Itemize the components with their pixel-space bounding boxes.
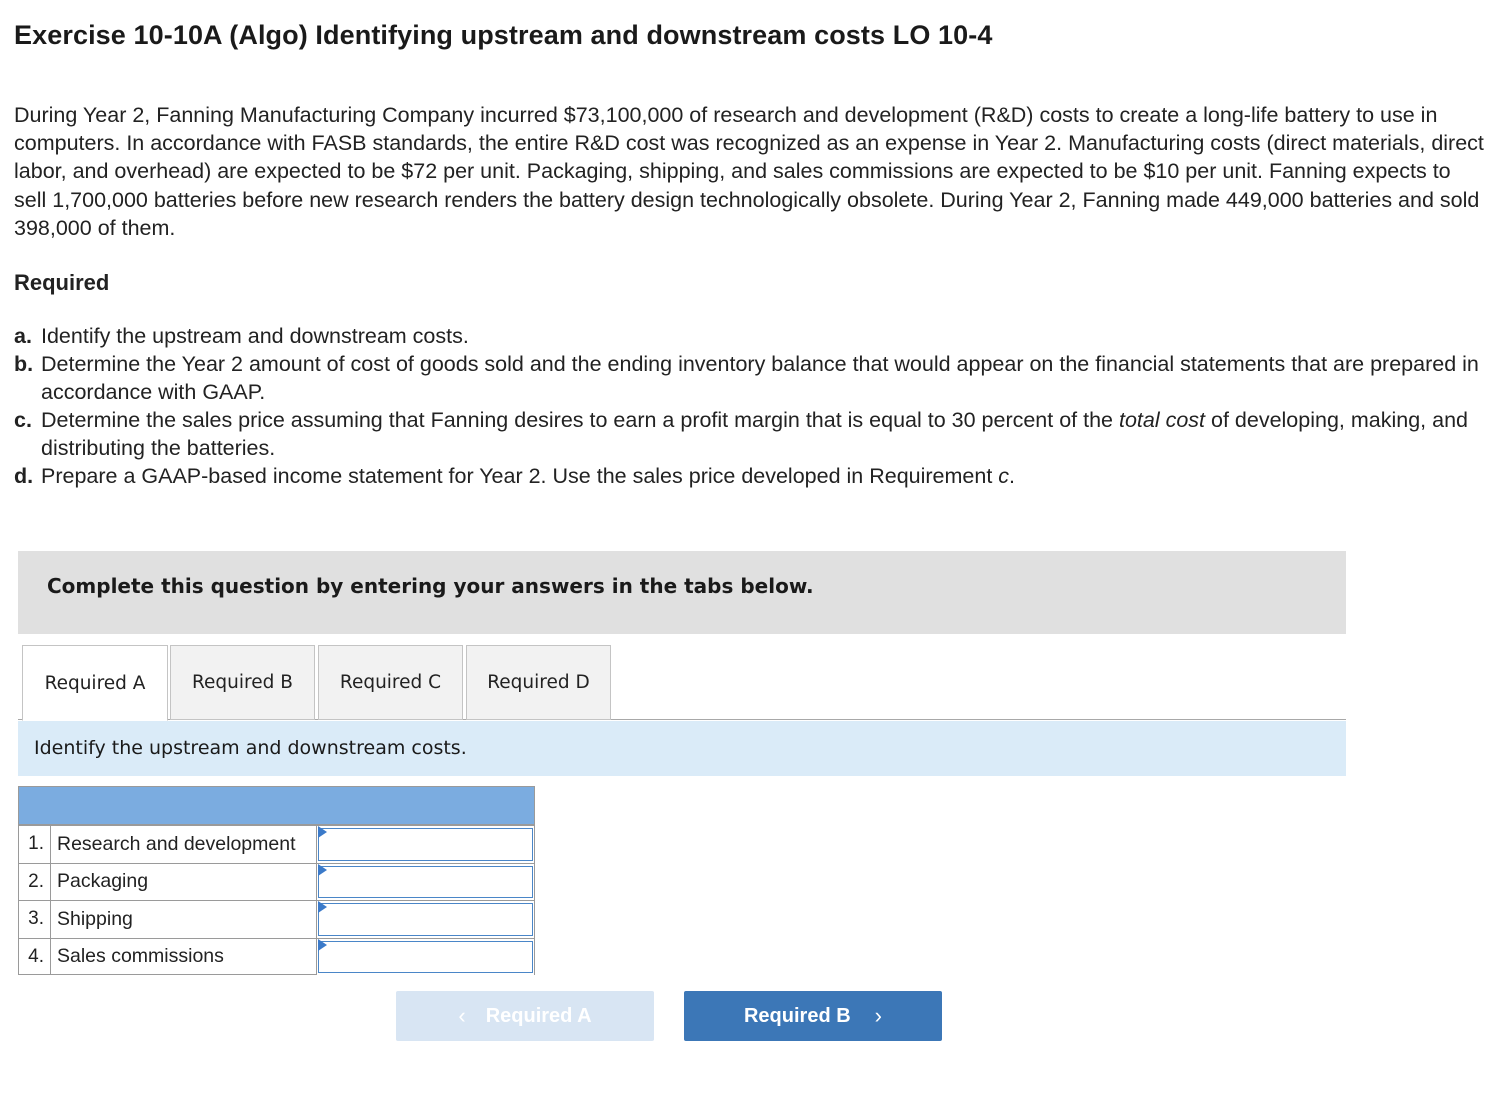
row-label: Sales commissions — [57, 945, 224, 968]
table-row — [19, 900, 534, 938]
tab-required-b[interactable]: Required B — [170, 645, 315, 720]
requirement-emphasis: total cost — [1118, 408, 1206, 432]
answer-cell[interactable] — [316, 901, 534, 938]
requirement-text: of developing, making, and distributing the batteries. — [41, 408, 1468, 460]
requirement-c — [14, 406, 1484, 462]
instructions-banner — [18, 551, 1346, 634]
row-number: 3. — [19, 901, 51, 938]
requirement-a — [14, 322, 1484, 350]
table-header — [19, 787, 534, 825]
answer-dropdown[interactable] — [318, 828, 533, 861]
table-row — [19, 825, 534, 863]
dropdown-indicator-icon — [318, 939, 327, 951]
row-number: 4. — [19, 939, 51, 976]
answer-dropdown[interactable] — [318, 903, 533, 936]
previous-button-label: Required A — [485, 1004, 592, 1027]
row-number: 1. — [19, 826, 51, 863]
requirement-text: Identify the upstream and downstream costs. — [41, 324, 469, 348]
dropdown-indicator-icon — [318, 826, 327, 838]
table-row — [19, 863, 534, 901]
tab-instruction — [18, 721, 1346, 776]
requirement-b — [14, 350, 1484, 406]
requirement-emphasis: c — [998, 464, 1010, 488]
problem-statement: During Year 2, Fanning Manufacturing Company incurred $73,100,000 of research and development (R&D) costs to create a long-life battery to use in computers. In accordance with FASB standards, the entire R&D cost was recognized as an expense in Year 2. Manufacturing costs (direct materials, direct labor, and overhead) are expected to be $72 per unit. Packaging, shipping, and sales commissions are expected to be $10 per unit. Fanning expects to sell 1,700,000 batteries before new research renders the battery design technologically obsolete. During Year 2, Fanning made 449,000 batteries and sold 398,000 of them. — [14, 103, 1484, 240]
tab-required-d[interactable]: Required D — [466, 645, 611, 720]
requirement-letter: b. — [14, 352, 34, 376]
table-row — [19, 938, 534, 976]
requirement-text: . — [1009, 464, 1016, 488]
dropdown-indicator-icon — [318, 864, 327, 876]
row-label: Shipping — [57, 907, 133, 930]
requirement-letter: d. — [14, 464, 34, 488]
dropdown-indicator-icon — [318, 901, 327, 913]
requirement-text: Determine the Year 2 amount of cost of goods sold and the ending inventory balance that would appear on the financial statements that are prepared in accordance with GAAP. — [41, 352, 1479, 404]
tab-required-c[interactable]: Required C — [318, 645, 463, 720]
previous-required-button[interactable] — [396, 991, 654, 1041]
requirement-d — [14, 462, 1484, 490]
exercise-title: Exercise 10-10A (Algo) Identifying upstream and downstream costs LO 10-4 — [14, 20, 993, 50]
banner-text: Complete this question by entering your answers in the tabs below. — [47, 574, 814, 598]
requirement-letter: a. — [14, 324, 32, 348]
instruction-text: Identify the upstream and downstream costs. — [34, 737, 467, 759]
answer-cell[interactable] — [316, 864, 534, 901]
required-heading: Required — [14, 270, 110, 295]
cost-classification-table — [18, 786, 535, 975]
answer-cell[interactable] — [316, 939, 534, 976]
requirements-list — [14, 322, 1484, 490]
requirement-text: Prepare a GAAP-based income statement for Year 2. Use the sales price developed in Requirement — [41, 464, 999, 488]
row-label: Packaging — [57, 870, 149, 893]
row-label: Research and development — [57, 832, 296, 855]
next-required-button[interactable] — [684, 991, 942, 1041]
chevron-left-icon: ‹ — [458, 1003, 466, 1028]
tab-required-a[interactable]: Required A — [22, 645, 168, 721]
row-number: 2. — [19, 864, 51, 901]
answer-cell[interactable] — [316, 826, 534, 863]
requirement-text: Determine the sales price assuming that Fanning desires to earn a profit margin that is equal to 30 percent of the — [41, 408, 1119, 432]
requirement-tabs — [18, 645, 1346, 720]
answer-dropdown[interactable] — [318, 866, 533, 899]
requirement-letter: c. — [14, 408, 32, 432]
answer-dropdown[interactable] — [318, 941, 533, 974]
next-button-label: Required B — [743, 1004, 851, 1027]
chevron-right-icon: › — [874, 1003, 882, 1028]
